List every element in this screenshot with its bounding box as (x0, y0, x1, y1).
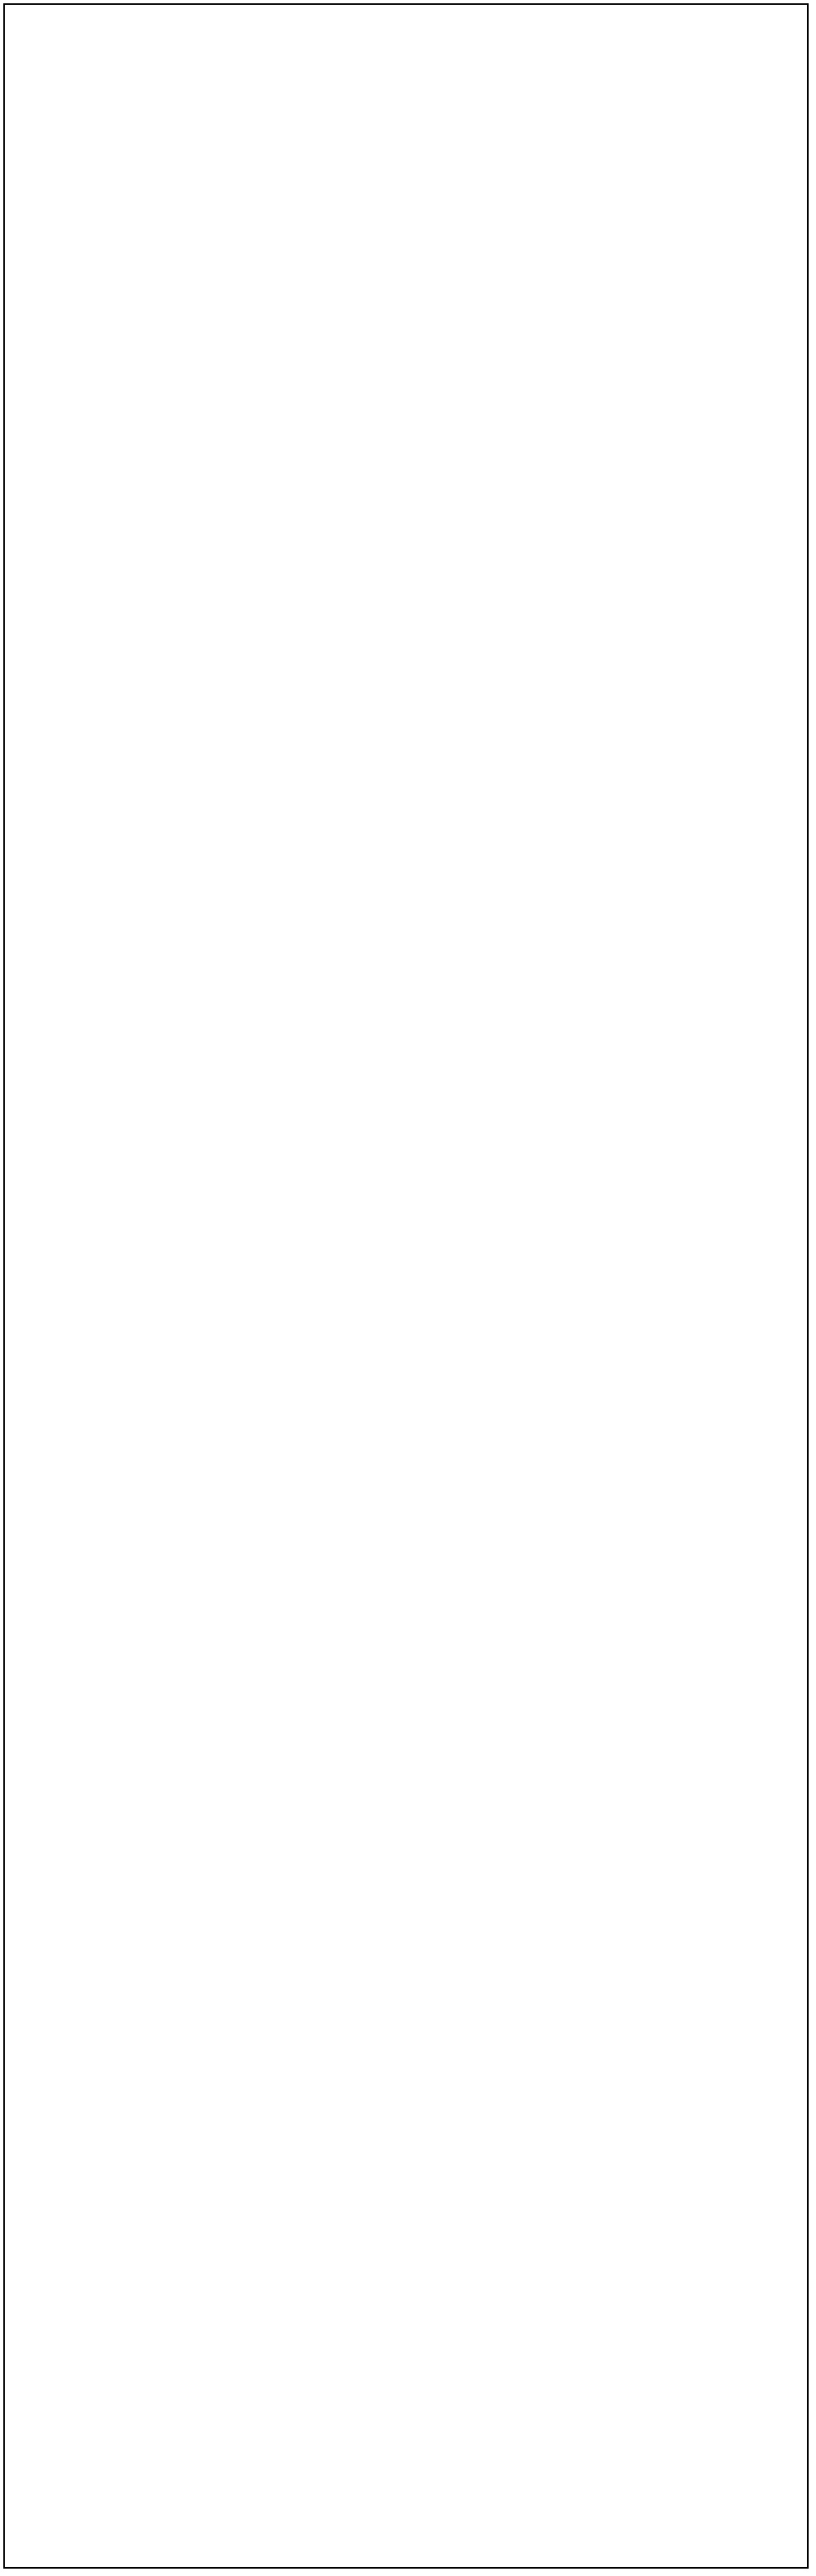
specification-table (3, 3, 809, 2569)
